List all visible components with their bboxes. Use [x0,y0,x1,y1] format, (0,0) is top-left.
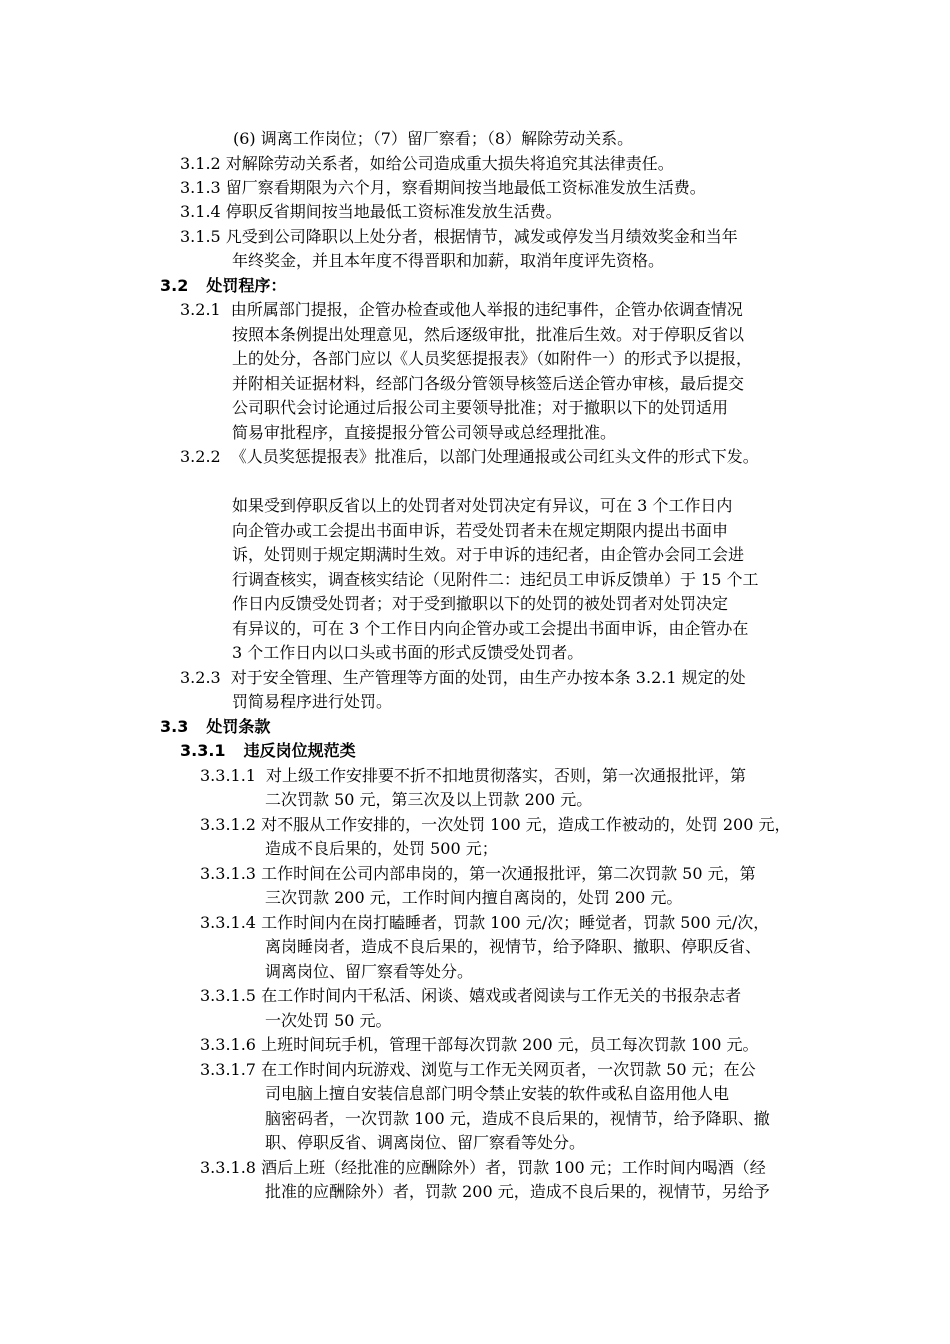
section-heading-3-3 [160,715,270,739]
clause-text: 《人员奖惩提报表》批准后，以部门处理通报或公司红头文件的形式下发。 [230,447,759,466]
text-line: 职、停职反省、调离岗位、留厂察看等处分。 [265,1133,586,1152]
subsection-heading-3-3-1 [180,739,356,763]
text-line: 行调查核实，调查核实结论（见附件二：违纪员工申诉反馈单）于 15 个工 [232,570,759,589]
text-line: 并附相关证据材料，经部门各级分管领导核签后送企管办审核，最后提交 [232,374,745,393]
text-line: 造成不良后果的，处罚 500 元； [265,839,498,858]
heading-text: 违反岗位规范类 [243,741,356,760]
text-line: (6) 调离工作岗位；（7）留厂察看；（8）解除劳动关系。 [233,129,634,148]
text-line: 离岗睡岗者，造成不良后果的，视情节，给予降职、撤职、停职反省、 [265,937,762,956]
text-line: 如果受到停职反省以上的处罚者对处罚决定有异议，可在 3 个工作日内 [232,496,733,515]
text-line: 批准的应酬除外）者，罚款 200 元，造成不良后果的，视情节，另给予 [265,1182,770,1201]
clause-3-2-3 [180,666,746,690]
text-line: 有异议的，可在 3 个工作日内向企管办或工会提出书面申诉，由企管办在 [232,619,749,638]
clause-3-2-2 [180,445,759,469]
heading-number: 3.2 [160,276,189,295]
heading-text: 处罚程序： [206,276,287,295]
text-line: 二次罚款 50 元，第三次及以上罚款 200 元。 [265,790,593,809]
heading-number: 3.3 [160,717,189,736]
clause-number: 3.2.2 [180,447,221,466]
text-line: 诉，处罚则于规定期满时生效。对于申诉的违纪者，由企管办会同工会进 [232,545,745,564]
text-line: 一次处罚 50 元。 [265,1011,392,1030]
text-line: 司电脑上擅自安装信息部门明令禁止安装的软件或私自盗用他人电 [265,1084,730,1103]
clause-3-3-1-5: 3.3.1.5 在工作时间内干私活、闲谈、嬉戏或者阅读与工作无关的书报杂志者 [200,986,742,1005]
text-line: 调离岗位、留厂察看等处分。 [265,962,474,981]
text-line: 公司职代会讨论通过后报公司主要领导批准；对于撤职以下的处罚适用 [232,398,729,417]
text-line: 作日内反馈受处罚者；对于受到撤职以下的处罚的被处罚者对处罚决定 [232,594,729,613]
clause-text: 由所属部门提报，企管办检查或他人举报的违纪事件，企管办依调查情况 [230,300,743,319]
clause-number: 3.3.1.1 [200,766,256,785]
section-heading-3-2 [160,274,286,298]
clause-3-1-2: 3.1.2 对解除劳动关系者，如给公司造成重大损失将追究其法律责任。 [180,154,674,173]
text-line: 3 个工作日内以口头或书面的形式反馈受处罚者。 [232,643,584,662]
clause-text: 对上级工作安排要不折不扣地贯彻落实，否则，第一次通报批评，第 [265,766,746,785]
clause-number: 3.2.1 [180,300,221,319]
clause-3-3-1-6: 3.3.1.6 上班时间玩手机，管理干部每次罚款 200 元，员工每次罚款 100 元。 [200,1035,759,1054]
clause-3-3-1-2: 3.3.1.2 对不服从工作安排的，一次处罚 100 元，造成工作被动的，处罚 200 元， [200,815,791,834]
clause-3-3-1-8: 3.3.1.8 酒后上班（经批准的应酬除外）者，罚款 100 元；工作时间内喝酒（经 [200,1158,766,1177]
text-line: 向企管办或工会提出书面申诉，若受处罚者未在规定期限内提出书面申 [232,521,729,540]
clause-3-3-1-7: 3.3.1.7 在工作时间内玩游戏、浏览与工作无关网页者，一次罚款 50 元；在公 [200,1060,756,1079]
clause-number: 3.2.3 [180,668,221,687]
text-line: 年终奖金，并且本年度不得晋职和加薪，取消年度评先资格。 [232,251,665,270]
heading-number: 3.3.1 [180,741,226,760]
clause-3-1-3: 3.1.3 留厂察看期限为六个月，察看期间按当地最低工资标准发放生活费。 [180,178,706,197]
text-line: 简易审批程序，直接提报分管公司领导或总经理批准。 [232,423,617,442]
clause-3-1-4: 3.1.4 停职反省期间按当地最低工资标准发放生活费。 [180,202,562,221]
clause-3-1-5: 3.1.5 凡受到公司降职以上处分者，根据情节，减发或停发当月绩效奖金和当年 [180,227,738,246]
text-line: 按照本条例提出处理意见，然后逐级审批，批准后生效。对于停职反省以 [232,325,745,344]
clause-3-2-1 [180,298,743,322]
clause-3-3-1-4: 3.3.1.4 工作时间内在岗打瞌睡者，罚款 100 元/次；睡觉者，罚款 500 元/次， [200,913,770,932]
clause-3-3-1-1 [200,764,746,788]
clause-3-3-1-3: 3.3.1.3 工作时间在公司内部串岗的，第一次通报批评，第二次罚款 50 元，第 [200,864,756,883]
heading-text: 处罚条款 [206,717,271,736]
text-line: 罚简易程序进行处罚。 [232,692,393,711]
text-line: 上的处分，各部门应以《人员奖惩提报表》（如附件一）的形式予以提报， [232,349,753,368]
text-line: 脑密码者，一次罚款 100 元，造成不良后果的，视情节，给予降职、撤 [265,1109,770,1128]
clause-text: 对于安全管理、生产管理等方面的处罚，由生产办按本条 3.2.1 规定的处 [230,668,746,687]
text-line: 三次罚款 200 元，工作时间内擅自离岗的，处罚 200 元。 [265,888,683,907]
